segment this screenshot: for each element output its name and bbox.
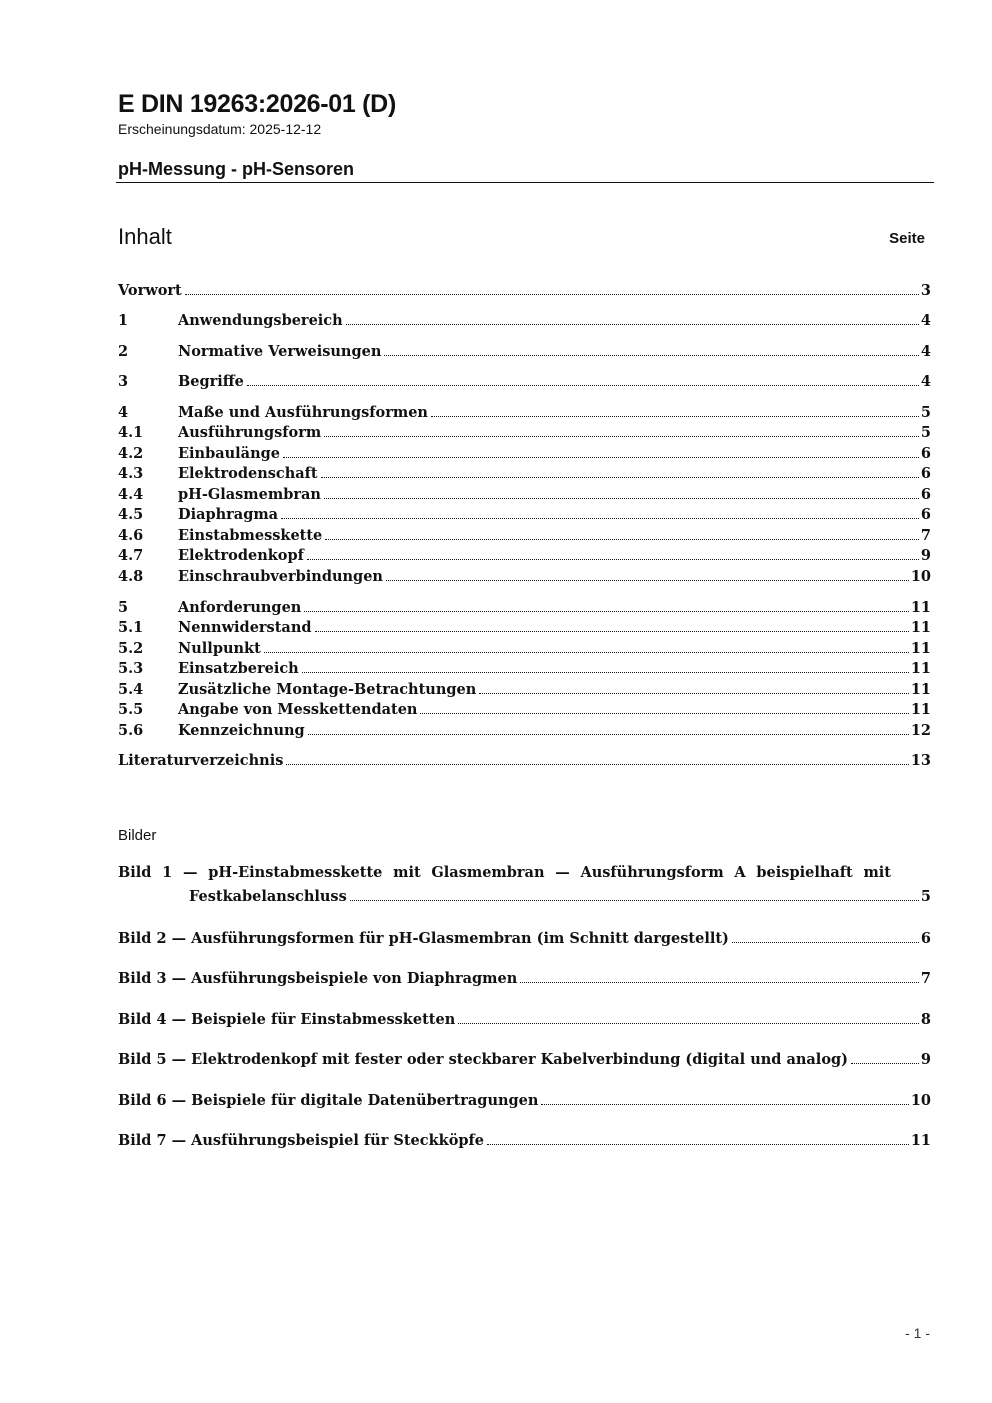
- figure-entry-7[interactable]: [118, 1129, 931, 1149]
- figure-entry-title: Bild 2 — Ausführungsformen für pH-Glasmembran (im Schnitt dargestellt): [118, 930, 729, 947]
- toc-entry-page: 11: [910, 660, 931, 677]
- figure-entry-3[interactable]: [118, 967, 931, 987]
- figure-entry-page: 11: [910, 1132, 931, 1149]
- toc-leader: [431, 416, 919, 417]
- toc-entry-number: 4.7: [118, 547, 144, 564]
- toc-leader: [520, 982, 919, 983]
- toc-entry-4-3[interactable]: [118, 462, 931, 482]
- toc-entry-page: 6: [920, 465, 931, 482]
- toc-leader: [308, 734, 909, 735]
- toc-entry-page: 11: [910, 681, 931, 698]
- toc-entry-5-2[interactable]: [118, 637, 931, 657]
- toc-entry-title: Anwendungsbereich: [178, 312, 343, 329]
- toc-entry-number: 5: [118, 599, 129, 616]
- toc-entry-number: 4.3: [118, 465, 144, 482]
- toc-entry-title: Elektrodenkopf: [178, 547, 304, 564]
- figure-entry-1-title[interactable]: Bild 1 — pH-Einstabmesskette mit Glasmembran — Ausführungsform A beispielhaft mit: [118, 864, 891, 881]
- toc-entry-title: Anforderungen: [178, 599, 302, 616]
- figure-entry-4[interactable]: [118, 1008, 931, 1028]
- figure-entry-1[interactable]: [189, 885, 931, 905]
- toc-entry-2[interactable]: [118, 340, 931, 360]
- toc-leader: [732, 942, 919, 943]
- toc-entry-number: 4: [118, 404, 129, 421]
- figure-entry-page: 9: [920, 1051, 931, 1068]
- toc-entry-1[interactable]: [118, 309, 931, 329]
- figure-entry-6[interactable]: [118, 1089, 931, 1109]
- document-title: E DIN 19263:2026-01 (D): [118, 90, 396, 118]
- toc-entry-number: 3: [118, 373, 129, 390]
- toc-entry-page: 11: [910, 599, 931, 616]
- toc-leader: [247, 385, 919, 386]
- toc-entry-title: Einstabmesskette: [178, 527, 323, 544]
- toc-entry-number: 2: [118, 343, 129, 360]
- toc-entry-page: 11: [910, 640, 931, 657]
- toc-entry-title: Nennwiderstand: [178, 619, 312, 636]
- toc-entry-page: 4: [920, 343, 931, 360]
- toc-entry-page: 12: [910, 722, 931, 739]
- toc-leader: [304, 611, 908, 612]
- toc-entry-5-1[interactable]: [118, 616, 931, 636]
- toc-entry-number: 5.3: [118, 660, 144, 677]
- toc-leader: [851, 1063, 919, 1064]
- toc-entry-page: 7: [920, 527, 931, 544]
- toc-leader: [346, 324, 919, 325]
- toc-entry-page: 4: [920, 312, 931, 329]
- toc-leader: [264, 652, 909, 653]
- toc-entry-page: 9: [920, 547, 931, 564]
- toc-entry-4-1[interactable]: [118, 421, 931, 441]
- toc-entry-title: Literaturverzeichnis: [118, 752, 284, 769]
- toc-entry-page: 13: [910, 752, 931, 769]
- toc-entry-title: Maße und Ausführungsformen: [178, 404, 428, 421]
- toc-entry-5-3[interactable]: [118, 657, 931, 677]
- toc-entry-page: 5: [920, 404, 931, 421]
- toc-leader: [324, 498, 919, 499]
- toc-entry-title: Vorwort: [118, 282, 182, 299]
- page-number: - 1 -: [905, 1325, 930, 1341]
- toc-entry-page: 11: [910, 701, 931, 718]
- toc-leader: [479, 693, 909, 694]
- toc-entry-title: pH-Glasmembran: [178, 486, 321, 503]
- toc-entry-title: Nullpunkt: [178, 640, 261, 657]
- toc-entry-5[interactable]: [118, 596, 931, 616]
- toc-leader: [321, 477, 919, 478]
- toc-entry-5-5[interactable]: [118, 698, 931, 718]
- toc-entry-title: Begriffe: [178, 373, 244, 390]
- toc-entry-page: 6: [920, 486, 931, 503]
- toc-entry-number: 4.5: [118, 506, 144, 523]
- toc-page-column-label: Seite: [889, 230, 925, 247]
- toc-heading: Inhalt: [118, 224, 172, 249]
- toc-entry-5-6[interactable]: [118, 719, 931, 739]
- document-subject: pH-Messung - pH-Sensoren: [118, 159, 355, 179]
- toc-leader: [325, 539, 919, 540]
- figure-entry-title: Bild 3 — Ausführungsbeispiele von Diaphragmen: [118, 970, 518, 987]
- toc-entry-title: Zusätzliche Montage-Betrachtungen: [178, 681, 477, 698]
- toc-entry-4-7[interactable]: [118, 544, 931, 564]
- toc-entry-number: 1: [118, 312, 129, 329]
- toc-leader: [286, 764, 908, 765]
- toc-entry-number: 4.8: [118, 568, 144, 585]
- toc-entry-number: 4.1: [118, 424, 144, 441]
- figure-entry-page: 10: [910, 1092, 931, 1109]
- toc-leader: [541, 1104, 908, 1105]
- toc-entry-title: Diaphragma: [178, 506, 279, 523]
- toc-entry-number: 5.4: [118, 681, 144, 698]
- header-divider: [116, 182, 934, 183]
- toc-leader: [283, 457, 919, 458]
- toc-entry-number: 5.2: [118, 640, 144, 657]
- toc-entry-number: 4.2: [118, 445, 144, 462]
- toc-leader: [302, 672, 909, 673]
- toc-entry-4-6[interactable]: [118, 524, 931, 544]
- toc-entry-4[interactable]: [118, 401, 931, 421]
- toc-entry-literaturverzeichnis[interactable]: [118, 749, 931, 769]
- toc-entry-page: 6: [920, 445, 931, 462]
- publication-date: Erscheinungsdatum: 2025-12-12: [118, 121, 322, 137]
- toc-leader: [281, 518, 919, 519]
- toc-entry-number: 5.5: [118, 701, 144, 718]
- toc-leader: [384, 355, 919, 356]
- toc-entry-number: 4.6: [118, 527, 144, 544]
- toc-entry-5-4[interactable]: [118, 678, 931, 698]
- toc-entry-number: 5.1: [118, 619, 144, 636]
- toc-entry-title: Normative Verweisungen: [178, 343, 382, 360]
- toc-entry-4-8[interactable]: [118, 565, 931, 585]
- toc-entry-title: Einschraubverbindungen: [178, 568, 383, 585]
- toc-leader: [386, 580, 909, 581]
- toc-entry-title: Einbaulänge: [178, 445, 280, 462]
- toc-entry-title: Elektrodenschaft: [178, 465, 318, 482]
- toc-entry-page: 10: [910, 568, 931, 585]
- toc-entry-4-5[interactable]: [118, 503, 931, 523]
- toc-entry-title: Ausführungsform: [178, 424, 322, 441]
- toc-leader: [487, 1144, 909, 1145]
- toc-entry-page: 3: [920, 282, 931, 299]
- toc-entry-4-4[interactable]: [118, 483, 931, 503]
- figure-entry-page: 7: [920, 970, 931, 987]
- toc-entry-3[interactable]: [118, 370, 931, 390]
- figure-entry-title-continued: Festkabelanschluss: [189, 888, 347, 905]
- figure-entry-5[interactable]: [118, 1048, 931, 1068]
- toc-entry-page: 11: [910, 619, 931, 636]
- toc-entry-4-2[interactable]: [118, 442, 931, 462]
- toc-entry-title: Angabe von Messkettendaten: [178, 701, 418, 718]
- toc-entry-page: 4: [920, 373, 931, 390]
- figure-entry-title: Bild 6 — Beispiele für digitale Datenübertragungen: [118, 1092, 539, 1109]
- toc-entry-title: Einsatzbereich: [178, 660, 299, 677]
- toc-leader: [307, 559, 919, 560]
- figure-entry-page: 6: [920, 930, 931, 947]
- toc-leader: [324, 436, 919, 437]
- toc-entry-number: 4.4: [118, 486, 144, 503]
- toc-entry-vorwort[interactable]: [118, 279, 931, 299]
- toc-entry-title: Kennzeichnung: [178, 722, 305, 739]
- figure-entry-title: Bild 5 — Elektrodenkopf mit fester oder steckbarer Kabelverbindung (digital und analog): [118, 1051, 848, 1068]
- toc-leader: [458, 1023, 919, 1024]
- toc-leader: [315, 631, 909, 632]
- toc-leader: [185, 294, 919, 295]
- figure-entry-page: 8: [920, 1011, 931, 1028]
- figure-entry-title: Bild 7 — Ausführungsbeispiel für Steckköpfe: [118, 1132, 484, 1149]
- toc-entry-page: 6: [920, 506, 931, 523]
- figure-entry-page: 5: [920, 888, 931, 905]
- toc-leader: [420, 713, 908, 714]
- figures-heading: Bilder: [118, 827, 157, 844]
- figure-entry-2[interactable]: [118, 927, 931, 947]
- figure-entry-title: Bild 4 — Beispiele für Einstabmessketten: [118, 1011, 456, 1028]
- toc-leader: [350, 900, 919, 901]
- toc-entry-page: 5: [920, 424, 931, 441]
- toc-entry-number: 5.6: [118, 722, 144, 739]
